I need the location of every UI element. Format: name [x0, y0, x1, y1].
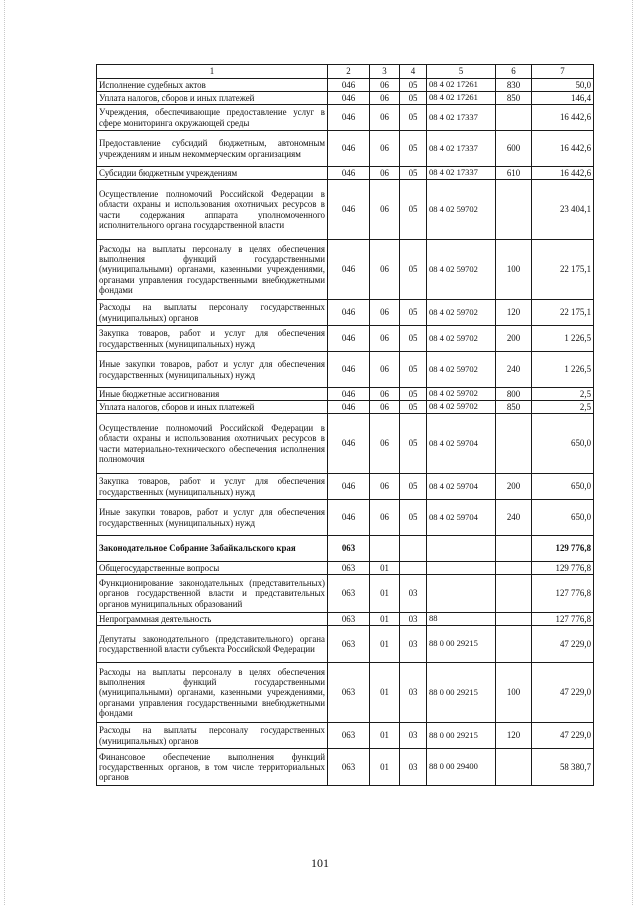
row-name: Расходы на выплаты персоналу государственных (муниципальных) органов	[97, 300, 328, 326]
table-row	[97, 626, 594, 663]
row-name: Осуществление полномочий Российской Федерации в области охраны и использования охотничьих ресурсов в части содержания аппарата уполномоченного исполнительного органа государственной власти	[97, 180, 328, 240]
row-amount: 127 776,8	[532, 613, 594, 626]
row-amount: 1 226,5	[532, 326, 594, 352]
row-expense-type: 800	[496, 388, 532, 401]
row-section-code: 06	[370, 388, 400, 401]
row-subsection-code: 05	[400, 401, 427, 414]
row-expense-type	[496, 749, 532, 786]
row-target-code	[427, 562, 496, 575]
row-section-code: 06	[370, 105, 400, 131]
row-ministry-code: 046	[328, 131, 370, 167]
row-subsection-code: 05	[400, 131, 427, 167]
row-subsection-code: 05	[400, 500, 427, 536]
row-amount: 127 776,8	[532, 575, 594, 613]
row-section-code	[370, 536, 400, 562]
header-col-7: 7	[532, 65, 594, 79]
row-subsection-code: 03	[400, 626, 427, 663]
row-expense-type	[496, 180, 532, 240]
table-row	[97, 474, 594, 500]
row-amount: 22 175,1	[532, 300, 594, 326]
row-ministry-code: 063	[328, 536, 370, 562]
row-expense-type	[496, 575, 532, 613]
row-name: Расходы на выплаты персоналу государственных (муниципальных) органов	[97, 723, 328, 749]
row-section-code: 06	[370, 79, 400, 92]
row-name: Уплата налогов, сборов и иных платежей	[97, 92, 328, 105]
row-amount: 47 229,0	[532, 663, 594, 723]
table-row	[97, 300, 594, 326]
row-expense-type: 600	[496, 131, 532, 167]
row-target-code: 08 4 02 59704	[427, 414, 496, 474]
table-row	[97, 663, 594, 723]
row-ministry-code: 063	[328, 663, 370, 723]
table-row	[97, 500, 594, 536]
page-number: 101	[311, 856, 329, 870]
row-amount: 650,0	[532, 414, 594, 474]
row-section-code: 06	[370, 300, 400, 326]
row-target-code: 08 4 02 17337	[427, 131, 496, 167]
row-target-code: 88 0 00 29215	[427, 723, 496, 749]
row-expense-type: 850	[496, 401, 532, 414]
row-target-code: 08 4 02 59702	[427, 326, 496, 352]
row-name: Непрограммная деятельность	[97, 613, 328, 626]
row-subsection-code: 05	[400, 180, 427, 240]
row-name: Функционирование законодательных (представительных) органов государственной власти и представительных органов муниципальных образований	[97, 575, 328, 613]
row-name: Осуществление полномочий Российской Федерации в области охраны и использования охотничьих ресурсов в части материально-технического обеспечения исполнения полномочия	[97, 414, 328, 474]
row-name: Субсидии бюджетным учреждениям	[97, 167, 328, 180]
row-name: Иные бюджетные ассигнования	[97, 388, 328, 401]
row-section-code: 06	[370, 401, 400, 414]
row-name: Депутаты законодательного (представительного) органа государственной власти субъекта Российской Федерации	[97, 626, 328, 663]
row-ministry-code: 063	[328, 749, 370, 786]
row-target-code: 08 4 02 59702	[427, 388, 496, 401]
row-name: Расходы на выплаты персоналу в целях обеспечения выполнения функций государственными (муниципальными) органами, казенными учреждениями, органами управления государственными внебюджетными фондами	[97, 663, 328, 723]
row-amount: 2,5	[532, 388, 594, 401]
row-amount: 146,4	[532, 92, 594, 105]
row-section-code: 01	[370, 749, 400, 786]
row-target-code: 88 0 00 29215	[427, 663, 496, 723]
table-row	[97, 536, 594, 562]
header-row	[97, 65, 594, 79]
row-subsection-code: 03	[400, 663, 427, 723]
row-name: Закупка товаров, работ и услуг для обеспечения государственных (муниципальных) нужд	[97, 474, 328, 500]
row-expense-type: 120	[496, 723, 532, 749]
table-header	[97, 65, 594, 79]
row-section-code: 01	[370, 663, 400, 723]
row-subsection-code: 05	[400, 105, 427, 131]
row-name: Законодательное Собрание Забайкальского края	[97, 536, 328, 562]
row-section-code: 01	[370, 723, 400, 749]
row-subsection-code: 03	[400, 613, 427, 626]
row-amount: 16 442,6	[532, 105, 594, 131]
header-col-3: 3	[370, 65, 400, 79]
row-subsection-code: 05	[400, 326, 427, 352]
row-section-code: 06	[370, 352, 400, 388]
row-section-code: 01	[370, 626, 400, 663]
row-amount: 16 442,6	[532, 131, 594, 167]
row-subsection-code: 03	[400, 749, 427, 786]
row-section-code: 01	[370, 562, 400, 575]
row-amount: 1 226,5	[532, 352, 594, 388]
row-expense-type	[496, 562, 532, 575]
row-name: Исполнение судебных актов	[97, 79, 328, 92]
table-body	[97, 79, 594, 786]
row-ministry-code: 046	[328, 388, 370, 401]
row-expense-type: 200	[496, 474, 532, 500]
table-row	[97, 613, 594, 626]
row-ministry-code: 046	[328, 180, 370, 240]
row-target-code: 88 0 00 29215	[427, 626, 496, 663]
row-target-code: 08 4 02 59702	[427, 352, 496, 388]
row-ministry-code: 046	[328, 401, 370, 414]
table-row	[97, 352, 594, 388]
header-col-4: 4	[400, 65, 427, 79]
row-target-code: 08 4 02 59704	[427, 474, 496, 500]
row-expense-type	[496, 414, 532, 474]
row-subsection-code: 05	[400, 167, 427, 180]
row-subsection-code: 05	[400, 92, 427, 105]
scan-edge-left	[4, 0, 7, 905]
row-name: Предоставление субсидий бюджетным, автономным учреждениям и иным некоммерческим организациям	[97, 131, 328, 167]
row-amount: 58 380,7	[532, 749, 594, 786]
row-name: Иные закупки товаров, работ и услуг для обеспечения государственных (муниципальных) нужд	[97, 500, 328, 536]
header-col-5: 5	[427, 65, 496, 79]
row-ministry-code: 046	[328, 500, 370, 536]
header-col-2: 2	[328, 65, 370, 79]
row-subsection-code	[400, 536, 427, 562]
row-name: Уплата налогов, сборов и иных платежей	[97, 401, 328, 414]
row-ministry-code: 046	[328, 79, 370, 92]
row-amount: 47 229,0	[532, 626, 594, 663]
row-amount: 650,0	[532, 500, 594, 536]
row-target-code: 08 4 02 59704	[427, 500, 496, 536]
table-row	[97, 180, 594, 240]
row-target-code: 08 4 02 17261	[427, 92, 496, 105]
row-ministry-code: 063	[328, 626, 370, 663]
row-name: Финансовое обеспечение выполнения функций государственных органов, в том числе территориальных органов	[97, 749, 328, 786]
row-target-code: 08 4 02 59702	[427, 180, 496, 240]
row-expense-type: 240	[496, 500, 532, 536]
table-row	[97, 749, 594, 786]
row-section-code: 01	[370, 613, 400, 626]
row-name: Иные закупки товаров, работ и услуг для обеспечения государственных (муниципальных) нужд	[97, 352, 328, 388]
row-subsection-code: 05	[400, 79, 427, 92]
row-name: Общегосударственные вопросы	[97, 562, 328, 575]
row-ministry-code: 046	[328, 105, 370, 131]
row-section-code: 06	[370, 167, 400, 180]
row-name: Закупка товаров, работ и услуг для обеспечения государственных (муниципальных) нужд	[97, 326, 328, 352]
row-amount: 22 175,1	[532, 240, 594, 300]
row-target-code: 08 4 02 17261	[427, 79, 496, 92]
row-section-code: 06	[370, 180, 400, 240]
table-row	[97, 79, 594, 92]
row-ministry-code: 046	[328, 326, 370, 352]
table-row	[97, 401, 594, 414]
row-expense-type: 610	[496, 167, 532, 180]
header-col-6: 6	[496, 65, 532, 79]
row-section-code: 06	[370, 240, 400, 300]
row-expense-type	[496, 626, 532, 663]
row-subsection-code: 03	[400, 723, 427, 749]
row-expense-type: 200	[496, 326, 532, 352]
row-ministry-code: 046	[328, 474, 370, 500]
row-ministry-code: 046	[328, 414, 370, 474]
row-ministry-code: 046	[328, 92, 370, 105]
row-ministry-code: 063	[328, 613, 370, 626]
table-row	[97, 92, 594, 105]
row-expense-type: 120	[496, 300, 532, 326]
table-row	[97, 326, 594, 352]
row-ministry-code: 046	[328, 352, 370, 388]
row-section-code: 06	[370, 326, 400, 352]
row-expense-type: 100	[496, 663, 532, 723]
row-subsection-code	[400, 562, 427, 575]
row-expense-type	[496, 613, 532, 626]
row-section-code: 06	[370, 92, 400, 105]
row-target-code: 88 0 00 29400	[427, 749, 496, 786]
row-amount: 23 404,1	[532, 180, 594, 240]
table-row	[97, 105, 594, 131]
row-subsection-code: 03	[400, 575, 427, 613]
row-subsection-code: 05	[400, 388, 427, 401]
row-ministry-code: 046	[328, 240, 370, 300]
row-target-code: 08 4 02 59702	[427, 401, 496, 414]
header-col-1: 1	[97, 65, 328, 79]
row-ministry-code: 046	[328, 167, 370, 180]
scan-edge-right	[632, 0, 635, 905]
row-ministry-code: 063	[328, 562, 370, 575]
row-target-code	[427, 536, 496, 562]
row-amount: 16 442,6	[532, 167, 594, 180]
row-expense-type: 100	[496, 240, 532, 300]
row-amount: 50,0	[532, 79, 594, 92]
row-name: Учреждения, обеспечивающие предоставление услуг в сфере мониторинга окружающей среды	[97, 105, 328, 131]
row-expense-type: 850	[496, 92, 532, 105]
row-subsection-code: 05	[400, 300, 427, 326]
row-expense-type	[496, 536, 532, 562]
row-target-code: 08 4 02 17337	[427, 105, 496, 131]
row-ministry-code: 063	[328, 575, 370, 613]
table-row	[97, 575, 594, 613]
row-expense-type: 240	[496, 352, 532, 388]
table-row	[97, 414, 594, 474]
row-subsection-code: 05	[400, 414, 427, 474]
row-expense-type: 830	[496, 79, 532, 92]
table-row	[97, 131, 594, 167]
row-section-code: 06	[370, 474, 400, 500]
table-row	[97, 562, 594, 575]
row-name: Расходы на выплаты персоналу в целях обеспечения выполнения функций государственными (муниципальными) органами, казенными учреждениями, органами управления государственными внебюджетными фондами	[97, 240, 328, 300]
table-row	[97, 723, 594, 749]
table-row	[97, 167, 594, 180]
row-subsection-code: 05	[400, 240, 427, 300]
row-target-code: 08 4 02 17337	[427, 167, 496, 180]
row-section-code: 06	[370, 500, 400, 536]
row-amount: 47 229,0	[532, 723, 594, 749]
row-target-code: 08 4 02 59702	[427, 300, 496, 326]
budget-table	[96, 64, 594, 786]
row-section-code: 06	[370, 414, 400, 474]
row-ministry-code: 046	[328, 300, 370, 326]
row-target-code: 88	[427, 613, 496, 626]
row-section-code: 06	[370, 131, 400, 167]
row-amount: 650,0	[532, 474, 594, 500]
table-row	[97, 388, 594, 401]
row-expense-type	[496, 105, 532, 131]
table-row	[97, 240, 594, 300]
row-target-code	[427, 575, 496, 613]
row-amount: 2,5	[532, 401, 594, 414]
row-amount: 129 776,8	[532, 536, 594, 562]
row-ministry-code: 063	[328, 723, 370, 749]
row-section-code: 01	[370, 575, 400, 613]
row-subsection-code: 05	[400, 474, 427, 500]
row-subsection-code: 05	[400, 352, 427, 388]
row-target-code: 08 4 02 59702	[427, 240, 496, 300]
row-amount: 129 776,8	[532, 562, 594, 575]
